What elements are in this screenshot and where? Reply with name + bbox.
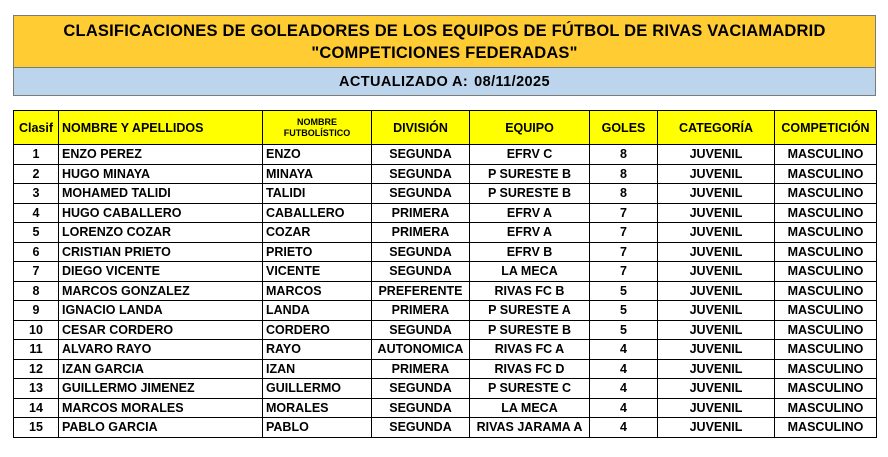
cell-division: SEGUNDA [372, 145, 470, 165]
cell-equipo: EFRV A [470, 223, 590, 243]
cell-goles: 5 [590, 320, 658, 340]
cell-competicion: MASCULINO [775, 262, 877, 282]
cell-futbolistico: CORDERO [263, 320, 372, 340]
cell-futbolistico: LANDA [263, 301, 372, 321]
cell-clasif: 4 [14, 203, 59, 223]
cell-nombre: LORENZO COZAR [59, 223, 263, 243]
cell-futbolistico: CABALLERO [263, 203, 372, 223]
cell-categoria: JUVENIL [658, 301, 775, 321]
cell-categoria: JUVENIL [658, 379, 775, 399]
table-row [14, 223, 877, 243]
cell-equipo: RIVAS FC B [470, 281, 590, 301]
cell-equipo: P SURESTE B [470, 320, 590, 340]
col-header-nombre: NOMBRE Y APELLIDOS [59, 111, 263, 145]
cell-futbolistico: GUILLERMO [263, 379, 372, 399]
cell-nombre: ENZO PEREZ [59, 145, 263, 165]
cell-competicion: MASCULINO [775, 281, 877, 301]
cell-equipo: EFRV A [470, 203, 590, 223]
title-banner [13, 15, 876, 96]
cell-goles: 5 [590, 301, 658, 321]
cell-competicion: MASCULINO [775, 184, 877, 204]
cell-categoria: JUVENIL [658, 398, 775, 418]
cell-categoria: JUVENIL [658, 418, 775, 438]
cell-clasif: 12 [14, 359, 59, 379]
cell-futbolistico: COZAR [263, 223, 372, 243]
cell-competicion: MASCULINO [775, 203, 877, 223]
cell-equipo: EFRV C [470, 145, 590, 165]
cell-goles: 8 [590, 145, 658, 165]
cell-nombre: GUILLERMO JIMENEZ [59, 379, 263, 399]
cell-goles: 7 [590, 262, 658, 282]
cell-clasif: 3 [14, 184, 59, 204]
cell-categoria: JUVENIL [658, 184, 775, 204]
table-row [14, 398, 877, 418]
cell-categoria: JUVENIL [658, 223, 775, 243]
table-row [14, 184, 877, 204]
cell-goles: 7 [590, 203, 658, 223]
col-header-competicion: COMPETICIÓN [775, 111, 877, 145]
cell-clasif: 11 [14, 340, 59, 360]
title-line-2: "COMPETICIONES FEDERADAS" [311, 43, 578, 62]
cell-competicion: MASCULINO [775, 398, 877, 418]
cell-division: SEGUNDA [372, 164, 470, 184]
table-row [14, 359, 877, 379]
cell-competicion: MASCULINO [775, 301, 877, 321]
cell-competicion: MASCULINO [775, 379, 877, 399]
cell-division: SEGUNDA [372, 320, 470, 340]
cell-equipo: RIVAS FC D [470, 359, 590, 379]
table-row [14, 320, 877, 340]
table-row [14, 418, 877, 438]
cell-equipo: LA MECA [470, 262, 590, 282]
cell-nombre: IGNACIO LANDA [59, 301, 263, 321]
cell-futbolistico: MARCOS [263, 281, 372, 301]
table-row [14, 379, 877, 399]
updated-date: 08/11/2025 [474, 73, 550, 90]
cell-clasif: 2 [14, 164, 59, 184]
table-header-row [14, 111, 877, 145]
scorers-table [13, 110, 877, 438]
table-row [14, 281, 877, 301]
cell-division: PRIMERA [372, 359, 470, 379]
cell-clasif: 7 [14, 262, 59, 282]
col-header-categoria: CATEGORÍA [658, 111, 775, 145]
col-header-futbolistico: NOMBRE FUTBOLÍSTICO [263, 111, 372, 145]
cell-futbolistico: PRIETO [263, 242, 372, 262]
cell-nombre: HUGO CABALLERO [59, 203, 263, 223]
table-row [14, 164, 877, 184]
table-row [14, 262, 877, 282]
cell-competicion: MASCULINO [775, 223, 877, 243]
cell-categoria: JUVENIL [658, 281, 775, 301]
cell-clasif: 9 [14, 301, 59, 321]
table-row [14, 242, 877, 262]
cell-futbolistico: MORALES [263, 398, 372, 418]
cell-equipo: P SURESTE C [470, 379, 590, 399]
cell-clasif: 8 [14, 281, 59, 301]
cell-goles: 7 [590, 223, 658, 243]
page-title [14, 16, 875, 67]
cell-goles: 4 [590, 398, 658, 418]
cell-futbolistico: IZAN [263, 359, 372, 379]
cell-categoria: JUVENIL [658, 262, 775, 282]
cell-clasif: 13 [14, 379, 59, 399]
cell-competicion: MASCULINO [775, 320, 877, 340]
cell-division: PRIMERA [372, 301, 470, 321]
cell-division: PRIMERA [372, 223, 470, 243]
cell-equipo: P SURESTE A [470, 301, 590, 321]
table-row [14, 340, 877, 360]
cell-nombre: MOHAMED TALIDI [59, 184, 263, 204]
cell-clasif: 6 [14, 242, 59, 262]
updated-label: ACTUALIZADO A: [339, 73, 469, 90]
cell-nombre: ALVARO RAYO [59, 340, 263, 360]
cell-futbolistico: MINAYA [263, 164, 372, 184]
title-line-1: CLASIFICACIONES DE GOLEADORES DE LOS EQUIPOS DE FÚTBOL DE RIVAS VACIAMADRID [63, 21, 826, 40]
cell-futbolistico: PABLO [263, 418, 372, 438]
cell-equipo: EFRV B [470, 242, 590, 262]
cell-nombre: CRISTIAN PRIETO [59, 242, 263, 262]
cell-categoria: JUVENIL [658, 340, 775, 360]
cell-categoria: JUVENIL [658, 320, 775, 340]
cell-futbolistico: ENZO [263, 145, 372, 165]
cell-goles: 4 [590, 379, 658, 399]
cell-competicion: MASCULINO [775, 359, 877, 379]
cell-division: PREFERENTE [372, 281, 470, 301]
cell-futbolistico: VICENTE [263, 262, 372, 282]
cell-clasif: 14 [14, 398, 59, 418]
cell-equipo: P SURESTE B [470, 184, 590, 204]
cell-categoria: JUVENIL [658, 203, 775, 223]
cell-goles: 4 [590, 359, 658, 379]
cell-goles: 7 [590, 242, 658, 262]
cell-categoria: JUVENIL [658, 359, 775, 379]
col-header-division: DIVISIÓN [372, 111, 470, 145]
cell-equipo: LA MECA [470, 398, 590, 418]
cell-categoria: JUVENIL [658, 242, 775, 262]
cell-goles: 4 [590, 340, 658, 360]
cell-goles: 8 [590, 184, 658, 204]
cell-goles: 5 [590, 281, 658, 301]
cell-nombre: DIEGO VICENTE [59, 262, 263, 282]
cell-division: SEGUNDA [372, 379, 470, 399]
cell-equipo: RIVAS JARAMA A [470, 418, 590, 438]
cell-nombre: MARCOS GONZALEZ [59, 281, 263, 301]
cell-nombre: PABLO GARCIA [59, 418, 263, 438]
cell-equipo: P SURESTE B [470, 164, 590, 184]
updated-bar [14, 67, 875, 95]
cell-division: AUTONOMICA [372, 340, 470, 360]
cell-equipo: RIVAS FC A [470, 340, 590, 360]
cell-categoria: JUVENIL [658, 164, 775, 184]
cell-division: PRIMERA [372, 203, 470, 223]
cell-nombre: CESAR CORDERO [59, 320, 263, 340]
cell-nombre: MARCOS MORALES [59, 398, 263, 418]
cell-division: SEGUNDA [372, 242, 470, 262]
cell-futbolistico: TALIDI [263, 184, 372, 204]
table-row [14, 203, 877, 223]
col-header-clasif: Clasif [14, 111, 59, 145]
col-header-goles: GOLES [590, 111, 658, 145]
cell-division: SEGUNDA [372, 398, 470, 418]
cell-categoria: JUVENIL [658, 145, 775, 165]
cell-clasif: 15 [14, 418, 59, 438]
cell-nombre: HUGO MINAYA [59, 164, 263, 184]
cell-clasif: 1 [14, 145, 59, 165]
cell-clasif: 10 [14, 320, 59, 340]
cell-futbolistico: RAYO [263, 340, 372, 360]
cell-clasif: 5 [14, 223, 59, 243]
cell-competicion: MASCULINO [775, 164, 877, 184]
table-row [14, 301, 877, 321]
cell-competicion: MASCULINO [775, 340, 877, 360]
cell-division: SEGUNDA [372, 262, 470, 282]
col-header-equipo: EQUIPO [470, 111, 590, 145]
cell-goles: 8 [590, 164, 658, 184]
cell-division: SEGUNDA [372, 418, 470, 438]
cell-division: SEGUNDA [372, 184, 470, 204]
cell-competicion: MASCULINO [775, 242, 877, 262]
cell-competicion: MASCULINO [775, 418, 877, 438]
table-row [14, 145, 877, 165]
cell-goles: 4 [590, 418, 658, 438]
cell-nombre: IZAN GARCIA [59, 359, 263, 379]
cell-competicion: MASCULINO [775, 145, 877, 165]
